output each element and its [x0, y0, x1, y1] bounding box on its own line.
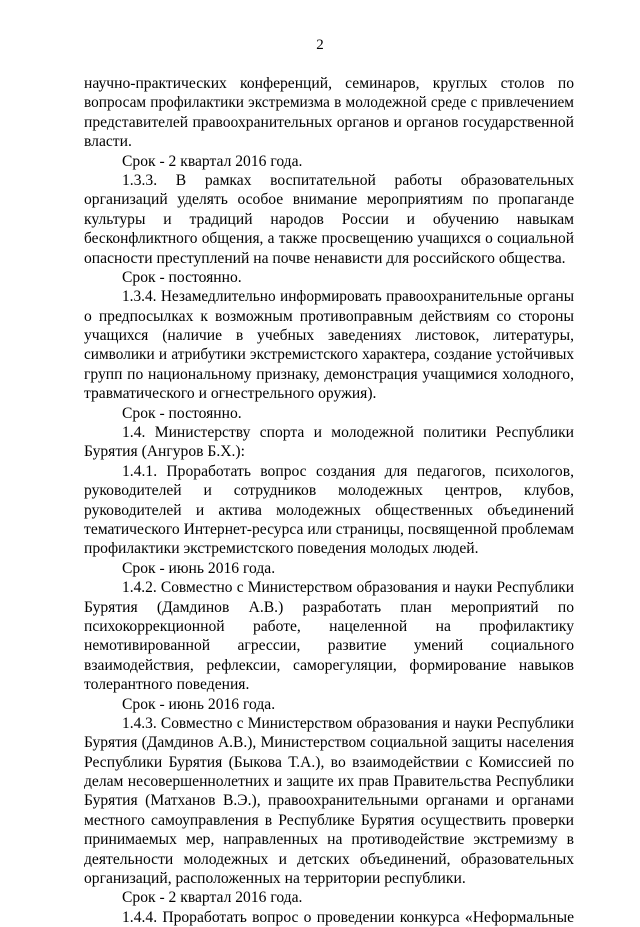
- text-line: вопросам профилактики экстремизма в молодежной среде с привлечением: [84, 94, 574, 112]
- text-line: 1.4.2. Совместно с Министерством образования и науки Республики: [122, 579, 574, 597]
- text-line: бесконфликтного общения, а также просвещению учащихся о социальной: [84, 230, 574, 248]
- text-line: Бурятия (Дамдинов А.В.), Министерством социальной защиты населения: [84, 734, 574, 752]
- text-line: принимаемых мер, направленных на противодействие экстремизму в: [84, 831, 574, 849]
- text-line: организаций уделять особое внимание мероприятиям по пропаганде: [84, 191, 574, 209]
- text-line: Бурятия (Матханов В.Э.), правоохранительными органами и органами: [84, 792, 574, 810]
- text-line: руководителей и сотрудников молодежных центров, клубов,: [84, 482, 574, 500]
- text-line: научно-практических конференций, семинаров, круглых столов по: [84, 75, 574, 92]
- text-line: символики и атрибутики экстремистского характера, создание устойчивых: [84, 346, 574, 364]
- text-line: 1.4. Министерству спорта и молодежной политики Республики: [122, 424, 574, 442]
- text-line: Бурятия (Дамдинов А.В.) разработать план мероприятий по: [84, 598, 574, 616]
- text-line: культуры и традиций народов России и обучению навыкам: [84, 210, 574, 228]
- text-line: 1.4.3. Совместно с Министерством образования и науки Республики: [122, 714, 574, 732]
- text-line: Срок - 2 квартал 2016 года.: [122, 152, 303, 170]
- text-line: травматического и огнестрельного оружия).: [84, 385, 377, 403]
- text-line: групп по национальному признаку, демонстрация учащимися холодного,: [84, 365, 574, 383]
- document-body: [84, 74, 574, 927]
- page-number: 2: [316, 37, 324, 53]
- text-line: власти.: [84, 133, 132, 151]
- text-line: Республики Бурятия (Быкова Т.А.), во взаимодействии с Комиссией по: [84, 753, 574, 771]
- text-line: руководителей и актива молодежных общественных объединений: [84, 501, 574, 519]
- text-line: делам несовершеннолетних и защите их прав Правительства Республики: [84, 773, 574, 791]
- text-line: Срок - постоянно.: [122, 404, 242, 422]
- text-line: Срок - июнь 2016 года.: [122, 695, 276, 713]
- text-line: 1.3.4. Незамедлительно информировать правоохранительные органы: [122, 288, 574, 306]
- text-line: 1.4.4. Проработать вопрос о проведении конкурса «Неформальные: [122, 908, 574, 926]
- text-line: тематического Интернет-ресурса или страницы, посвященной проблемам: [84, 520, 574, 538]
- text-line: опасности преступлений на почве ненависти для российского общества.: [84, 249, 566, 267]
- text-line: 1.4.1. Проработать вопрос создания для педагогов, психологов,: [122, 462, 574, 480]
- text-line: взаимодействия, рефлексии, саморегуляции, формирование навыков: [84, 656, 574, 674]
- text-line: немотивированной агрессии, развитие умений социального: [84, 637, 574, 655]
- text-line: местного самоуправления в Республике Бурятия осуществить проверки: [84, 811, 574, 829]
- text-line: Срок - 2 квартал 2016 года.: [122, 889, 303, 907]
- text-line: Срок - июнь 2016 года.: [122, 559, 276, 577]
- text-line: Срок - постоянно.: [122, 268, 242, 286]
- text-line: организаций, расположенных на территории республики.: [84, 870, 466, 888]
- text-line: учащихся (наличие в учебных заведениях листовок, литературы,: [84, 327, 574, 345]
- text-line: деятельности молодежных и детских объединений, образовательных: [84, 850, 574, 868]
- text-line: 1.3.3. В рамках воспитательной работы образовательных: [122, 171, 574, 189]
- text-line: психокоррекционной работе, нацеленной на профилактику: [84, 617, 574, 635]
- text-line: Бурятия (Ангуров Б.Х.):: [84, 443, 245, 461]
- text-line: толерантного поведения.: [84, 676, 250, 694]
- text-line: профилактики экстремистского поведения молодых людей.: [84, 540, 479, 558]
- text-line: представителей правоохранительных органов и органов государственной: [84, 113, 574, 131]
- text-line: о предпосылках к возможным противоправным действиям со стороны: [84, 307, 574, 325]
